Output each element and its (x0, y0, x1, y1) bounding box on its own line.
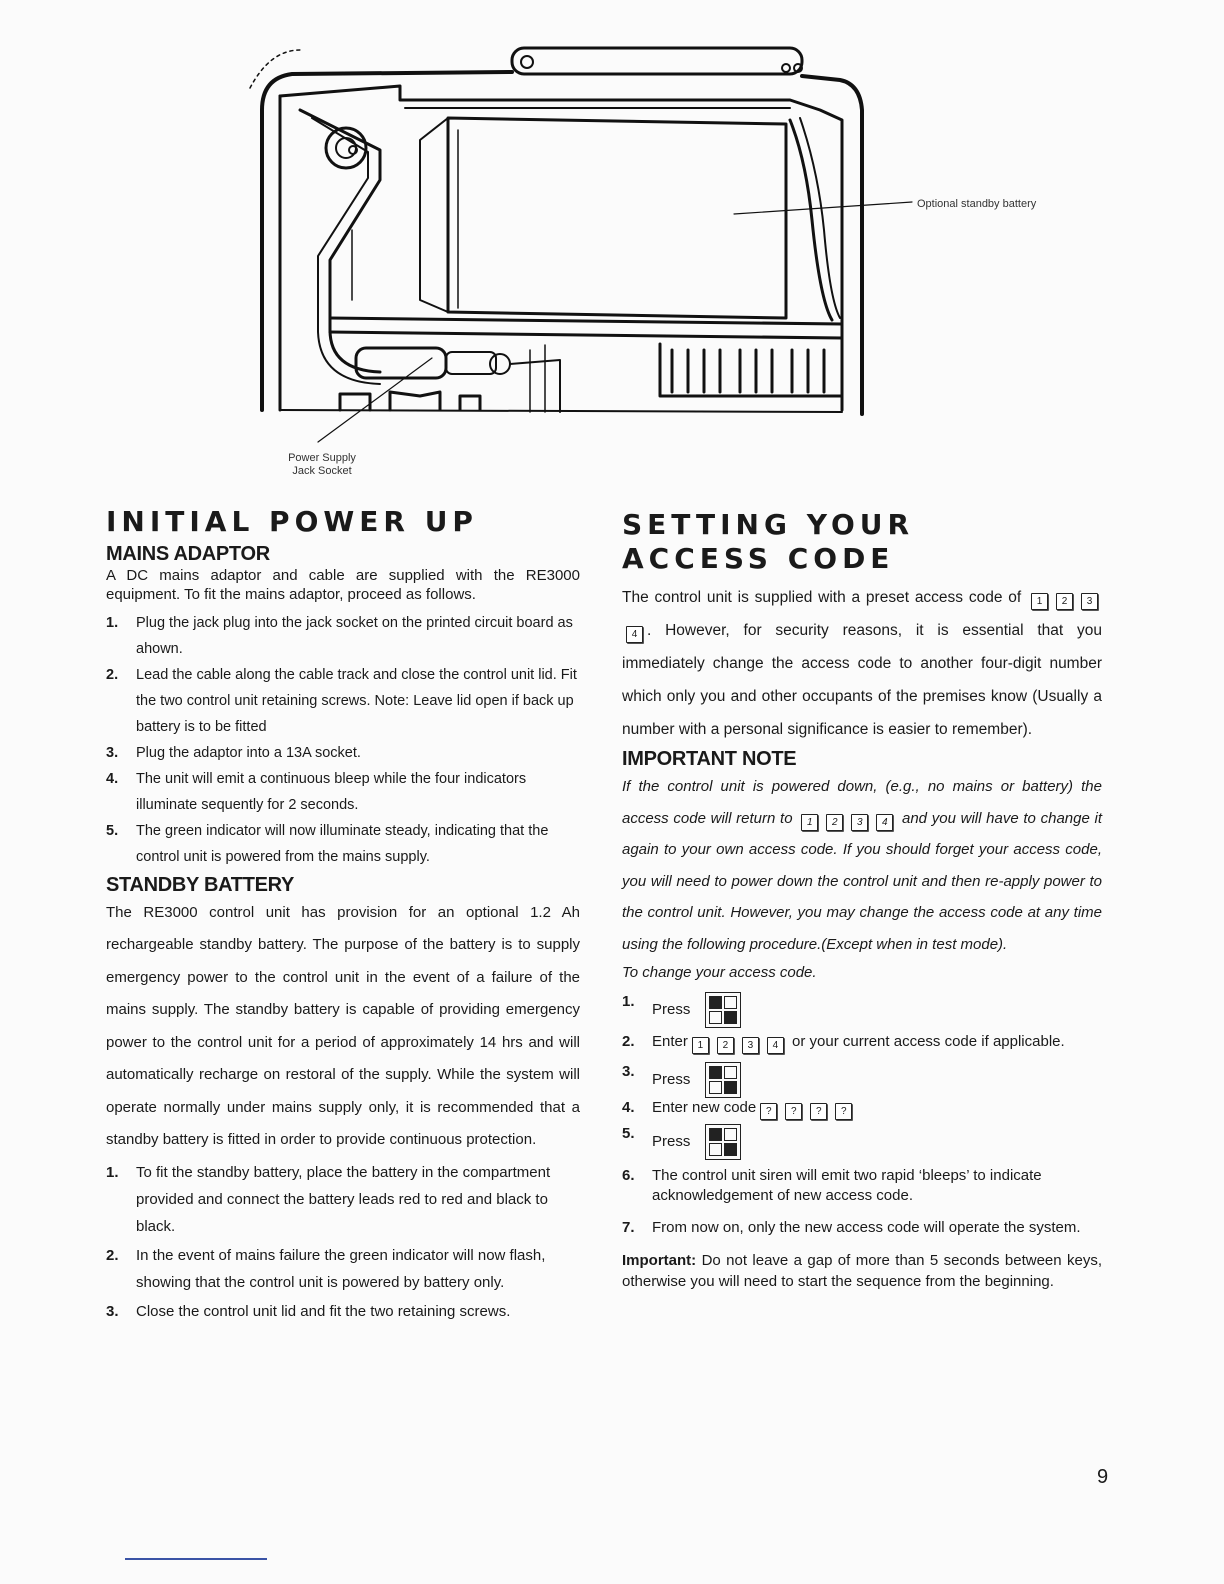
key-4: 4 (767, 1037, 784, 1054)
important-note-body: If the control unit is powered down, (e.g., no mains or battery) the access code will return to 1 2 3 4 and you will have to change it again to your own access code. If you should forget your access code, you will need to power down the control unit and then re-apply power to the control unit. However, you may change the access code at any time using the following procedure.(Except when in test mode). (622, 778, 1103, 953)
list-item: 3. Press (622, 1062, 1102, 1098)
standby-body: The RE3000 control unit has provision for an optional 1.2 Ah rechargeable standby battery. The purpose of the battery is to supply emergency power to the control unit in the event of a failure of the mains supply. The standby battery is capable of providing emergency power to the control unit for a period of approximately 14 hrs and will automatically recharge on restoral of the supply. While the system will operate normally under mains supply only, it is recommended that a standby battery is fitted in order to provide continuous protection. (106, 903, 580, 1149)
jack-callout-line2: Jack Socket (292, 465, 352, 478)
mains-intro: A DC mains adaptor and cable are supplied with the RE3000 equipment. To fit the mains adaptor, proceed as follows. (106, 566, 580, 603)
key-3: 3 (1081, 593, 1098, 610)
jack-callout-line1: Power Supply (288, 452, 356, 464)
access-code-intro: The control unit is supplied with a preset access code of 1 2 34 . However, for security reasons, it is essential that you immediately change the access code to another four-digit number which only you and other occupants of the premises know (Usually a number with a personal significance is easier to remember). (622, 589, 1102, 739)
list-item: 3. Plug the adaptor into a 13A socket. (106, 744, 361, 761)
footer-rule (125, 1558, 267, 1560)
mains-steps (106, 610, 580, 870)
program-key-icon (705, 1062, 741, 1098)
list-item: 4. The unit will emit a continuous bleep while the four indicators illuminate sequently for 2 seconds. (106, 770, 527, 813)
mains-adaptor-heading: MAINS ADAPTOR (106, 542, 270, 565)
key-4: 4 (626, 626, 643, 643)
key-1: 1 (801, 814, 818, 831)
list-item: 1. To fit the standby battery, place the battery in the compartment provided and connect the battery leads red to red and black to black. (106, 1163, 551, 1235)
initial-power-up-title: INITIAL POWER UP (106, 505, 478, 538)
right-column (622, 508, 1102, 1292)
standby-battery-heading: STANDBY BATTERY (106, 873, 295, 896)
program-key-icon (705, 1124, 741, 1160)
key-4: 4 (876, 814, 893, 831)
list-item: 2. Enter 1 2 3 4 or your current access code if applicable. (622, 1032, 1102, 1054)
left-column (106, 505, 580, 1327)
list-item: 5. The green indicator will now illuminate steady, indicating that the control unit is powered from the mains supply. (106, 822, 549, 865)
list-item: 2. In the event of mains failure the green indicator will now flash, showing that the control unit is powered by battery only. (106, 1246, 546, 1291)
program-key-icon (705, 992, 741, 1028)
control-unit-diagram (0, 0, 1224, 500)
list-item: 4. Enter new code ? ? ? ? (622, 1098, 1102, 1120)
key-3: 3 (742, 1037, 759, 1054)
list-item: 2. Lead the cable along the cable track and close the control unit lid. Fit the two control unit retaining screws. Note: Leave lid open if back up battery is to be fitted (106, 666, 577, 735)
to-change-caption: To change your access code. (622, 964, 817, 982)
list-item: 1. Plug the jack plug into the jack socket on the printed circuit board as ahown. (106, 614, 573, 657)
list-item: 5. Press (622, 1124, 1102, 1160)
standby-steps (106, 1159, 580, 1325)
key-2: 2 (717, 1037, 734, 1054)
important-note-heading: IMPORTANT NOTE (622, 748, 797, 771)
key-2: 2 (1056, 593, 1073, 610)
new-key: ? (785, 1103, 802, 1120)
new-key: ? (835, 1103, 852, 1120)
key-2: 2 (826, 814, 843, 831)
change-code-steps (622, 992, 1102, 1238)
key-1: 1 (1031, 593, 1048, 610)
new-key: ? (760, 1103, 777, 1120)
standby-battery-callout: Optional standby battery (917, 198, 1037, 210)
list-item: 7. From now on, only the new access code will operate the system. (622, 1219, 1081, 1237)
setting-access-code-title: SETTING YOUR ACCESS CODE (622, 508, 915, 575)
page-number: 9 (1097, 1466, 1109, 1488)
key-1: 1 (692, 1037, 709, 1054)
new-key: ? (810, 1103, 827, 1120)
jack-socket-callout (262, 452, 382, 478)
important-warning: Important: Do not leave a gap of more than 5 seconds between keys, otherwise you will need to start the sequence from the beginning. (622, 1252, 1102, 1291)
list-item: 6. The control unit siren will emit two rapid ‘bleeps’ to indicate acknowledgement of new access code. (622, 1167, 1042, 1205)
list-item: 1. Press (622, 992, 1102, 1028)
key-3: 3 (851, 814, 868, 831)
list-item: 3. Close the control unit lid and fit the two retaining screws. (106, 1302, 511, 1320)
